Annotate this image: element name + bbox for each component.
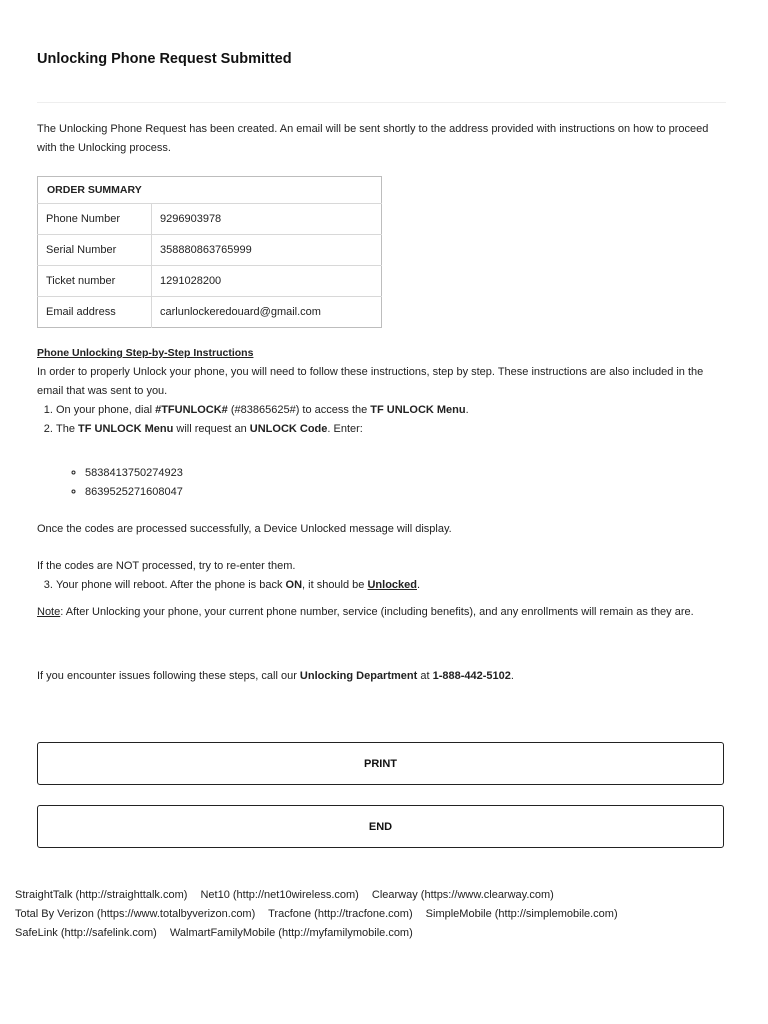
unlock-code-label: UNLOCK Code: [249, 423, 328, 435]
footer-link-simplemobile[interactable]: SimpleMobile (http://simplemobile.com): [425, 908, 618, 920]
table-row: [38, 235, 382, 266]
print-button[interactable]: PRINT: [37, 742, 724, 785]
phone-number-label: Phone Number: [38, 204, 152, 235]
note-text: Note: After Unlocking your phone, your current phone number, service (including benefits), and any enrollments will remain as they are.: [37, 606, 694, 618]
step-2: 2. The TF UNLOCK Menu will request an UNLOCK Code. Enter:: [56, 420, 726, 439]
unlocked-label: Unlocked: [367, 579, 417, 591]
order-summary-header: ORDER SUMMARY: [38, 177, 382, 204]
not-processed-message: If the codes are NOT processed, try to re-enter them.: [37, 560, 296, 572]
footer-link-straighttalk[interactable]: StraightTalk (http://straighttalk.com): [15, 889, 188, 901]
step-3: 3. Your phone will reboot. After the phone is back ON, it should be Unlocked.: [56, 576, 726, 595]
menu-name: TF UNLOCK Menu: [78, 423, 174, 435]
unlock-code: ◦ 5838413750274923: [85, 464, 726, 483]
instructions-intro: In order to properly Unlock your phone, you will need to follow these instructions, step by step. These instructions are also included in the email that was sent to you.: [37, 366, 704, 397]
end-button[interactable]: END: [37, 805, 724, 848]
divider: [37, 102, 726, 103]
note-label: Note: [37, 606, 61, 618]
ticket-number-value: 1291028200: [152, 266, 382, 297]
footer-link-total-by-verizon[interactable]: Total By Verizon (https://www.totalbyverizon.com): [15, 908, 256, 920]
footer-link-tracfone[interactable]: Tracfone (http://tracfone.com): [268, 908, 413, 920]
serial-number-value: 358880863765999: [152, 235, 382, 266]
menu-name: TF UNLOCK Menu: [370, 404, 466, 416]
dial-code: #TFUNLOCK#: [155, 404, 228, 416]
step-1: 1. On your phone, dial #TFUNLOCK# (#83865625#) to access the TF UNLOCK Menu.: [56, 401, 726, 420]
order-summary-table: [37, 176, 382, 328]
contact-text: If you encounter issues following these steps, call our Unlocking Department at 1-888-442-5102.: [37, 670, 514, 682]
serial-number-label: Serial Number: [38, 235, 152, 266]
footer-link-safelink[interactable]: SafeLink (http://safelink.com): [15, 927, 157, 939]
steps-list-continued: [37, 576, 726, 595]
email-address-label: Email address: [38, 297, 152, 328]
phone-number-value: 9296903978: [152, 204, 382, 235]
support-phone: 1-888-442-5102: [432, 670, 511, 682]
footer-links: [15, 886, 675, 943]
footer-link-clearway[interactable]: Clearway (https://www.clearway.com): [371, 889, 554, 901]
processed-message: Once the codes are processed successfully, a Device Unlocked message will display.: [37, 523, 452, 535]
page-title: Unlocking Phone Request Submitted: [37, 51, 292, 67]
email-address-value: carlunlockeredouard@gmail.com: [152, 297, 382, 328]
footer-link-walmartfamilymobile[interactable]: WalmartFamilyMobile (http://myfamilymobile.com): [169, 927, 413, 939]
footer-link-net10[interactable]: Net10 (http://net10wireless.com): [200, 889, 359, 901]
department-name: Unlocking Department: [299, 670, 418, 682]
table-row: [38, 297, 382, 328]
on-label: ON: [285, 579, 303, 591]
instructions-heading: Phone Unlocking Step-by-Step Instructions: [37, 347, 254, 359]
table-row: [38, 266, 382, 297]
instructions-section: [37, 344, 726, 686]
table-row: [38, 204, 382, 235]
steps-list: [37, 401, 726, 439]
unlock-code: ◦ 8639525271608047: [85, 483, 726, 502]
ticket-number-label: Ticket number: [38, 266, 152, 297]
unlock-codes-list: [37, 464, 726, 502]
intro-text: The Unlocking Phone Request has been created. An email will be sent shortly to the address provided with instructions on how to proceed with the Unlocking process.: [37, 123, 709, 154]
